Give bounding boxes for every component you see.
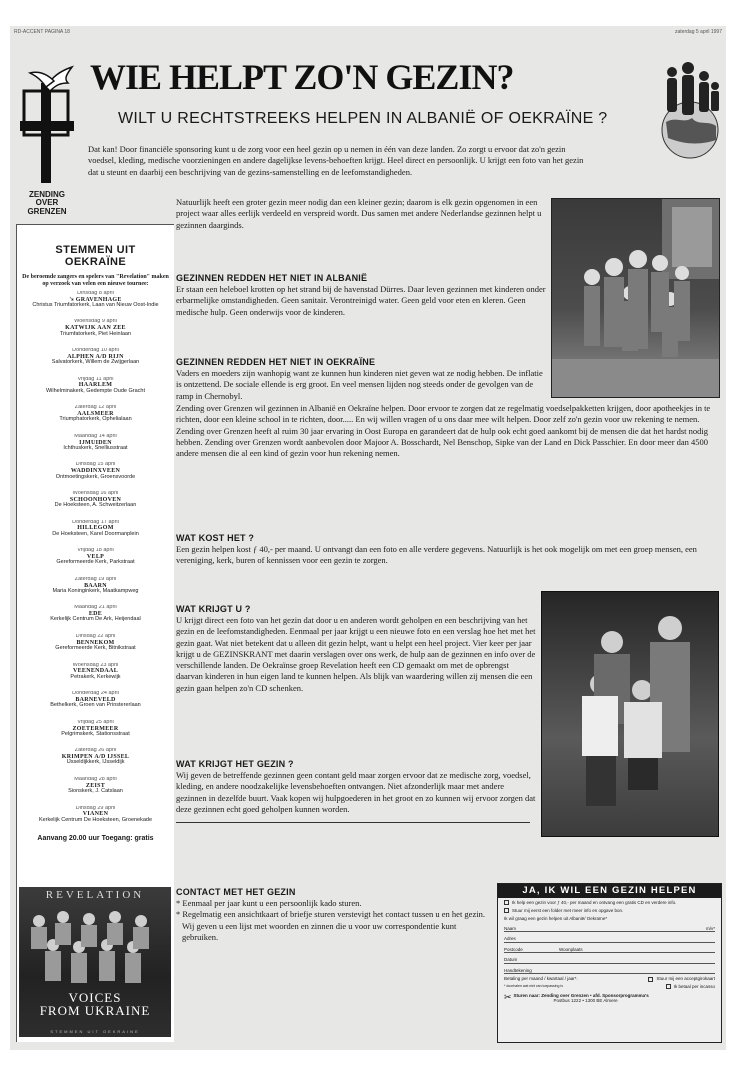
- running-head-left: RD-ACCENT PAGINA 18: [14, 29, 70, 35]
- incasso-checkbox[interactable]: [666, 984, 671, 989]
- country-question: Ik wil graag een gezin helpen uit Albanië/ Oekraïne*: [504, 916, 608, 922]
- option-folder-label: Stuur mij eerst een folder met meer info en opgave bon.: [512, 907, 624, 913]
- concert-item: [17, 434, 174, 463]
- section-help: [176, 403, 721, 459]
- section-body: Een gezin helpen kost ƒ 40,- per maand. U ontvangt dan een foto en alle verdere gegevens. Natuurlijk is het ook mogelijk om met een groep mensen, een vereniging, kerk, buren of kennissen voor een gezin te zorgen.: [176, 544, 697, 566]
- concert-item: [17, 663, 174, 692]
- concert-item: [17, 405, 174, 434]
- section-body: Zending over Grenzen wil gezinnen in Albanië en Oekraïne helpen. Door ervoor te zorgen dat ze regelmatig voedselpakketten krijgen, door apotheekjes in te richten, door een kleine school in te richten, door..... En wij willen vragen of u ons daar mee wilt helpen. Door zelf zo'n gezin voor uw rekening te nemen. Zending over Grenzen heeft al ruim 30 jaar ervaring in Oost Europa en garandeert dat de hulp ook echt goed aankomt bij de mensen die dat het hardst nodig hebben. Zending over Grenzen wordt aanbevolen door Majoor A. Bosschardt, Nel Benschop, Sipke van der Land en Dick Passchier. En door meer dan 4500 andere mensen die al een kind of gezin voor hun rekening nemen.: [176, 403, 711, 459]
- concert-venue: Kerkelijk Centrum De Hoeksteen, Groenekade: [38, 816, 153, 823]
- address-field[interactable]: Adres: [504, 932, 715, 943]
- section-heading: GEZINNEN REDDEN HET NIET IN ALBANIË: [176, 273, 368, 283]
- sponsor-checkbox[interactable]: [504, 900, 509, 905]
- payment-label: Betaling per maand / kwartaal / jaar*.: [504, 976, 578, 982]
- order-form: [497, 883, 722, 1043]
- contact-item: * Regelmatig een ansichtkaart of briefje sturen verstevigt het contact tussen u en het gezin. Wij geven u een lijst met woorden en zinnen die u voor uw correspondentie kunt gebruiken.: [176, 909, 485, 942]
- intro-paragraph-2: Natuurlijk heeft een groter gezin meer nodig dan een kleiner gezin; daarom is elk gezin opgenomen in een project waar alles eerlijk verdeeld en verspreid wordt. Dus samen met andere Nederlandse gezinnen helpt u gezinnen daarginds.: [176, 197, 542, 230]
- concert-venue: Bethelkerk, Groen van Prinstererlaan: [50, 702, 141, 709]
- concert-city: AALSMEER: [77, 411, 114, 418]
- concert-city: KRIMPEN A/D IJSSEL: [61, 754, 130, 761]
- concert-item: [17, 348, 174, 377]
- concert-city: BENNEKOM: [76, 639, 115, 646]
- concert-item: [17, 777, 174, 806]
- concert-date: Maandag 14 april: [74, 433, 117, 439]
- family-globe-icon: [658, 60, 722, 160]
- concert-date: Dinsdag 22 april: [75, 634, 116, 639]
- section-heading: WAT KRIJGT HET GEZIN ?: [176, 759, 294, 769]
- contact-item: * Eenmaal per jaar kunt u een persoonlijk kado sturen.: [176, 898, 362, 908]
- cd-band-name: REVELATION: [45, 889, 145, 901]
- concert-city: ZOETERMEER: [72, 725, 119, 732]
- concert-item: [17, 462, 174, 491]
- cd-cover: [19, 887, 171, 1037]
- concert-item: [17, 806, 174, 835]
- footnote: * doorhalen wat niet van toepassing is: [504, 984, 563, 988]
- concert-date: Zaterdag 19 april: [74, 576, 117, 582]
- concert-city: VIANEN: [82, 811, 109, 818]
- concert-item: [17, 577, 174, 606]
- section-heading: GEZINNEN REDDEN HET NIET IN OEKRAÏNE: [176, 357, 376, 367]
- concert-date: Donderdag 10 april: [72, 348, 119, 354]
- concert-date: Vrijdag 25 april: [77, 719, 114, 725]
- concert-item: [17, 605, 174, 634]
- logo-caption: ZENDING OVER GRENZEN: [27, 190, 67, 216]
- concert-venue: Petrakerk, Kerkewijk: [70, 673, 121, 680]
- acceptgiro-checkbox[interactable]: [648, 977, 653, 982]
- concert-city: EDE: [88, 611, 103, 618]
- concert-venue: IJsseldijkkerk, IJsseldijk: [66, 759, 125, 766]
- option-sponsor-label: Ik help een gezin voor ƒ 40,- per maand en ontvang een gratis CD en verdere info.: [512, 900, 677, 905]
- newspaper-page: [10, 26, 726, 1050]
- form-heading: JA, IK WIL EEN GEZIN HELPEN: [498, 884, 721, 898]
- concert-city: IJMUIDEN: [79, 439, 112, 446]
- section-contact: [176, 887, 486, 943]
- concert-venue: Kerkelijk Centrum De Ark, Heijendaal: [50, 616, 141, 623]
- concert-item: [17, 520, 174, 549]
- signature-field[interactable]: Handtekening: [504, 964, 715, 975]
- section-heading: WAT KOST HET ?: [176, 533, 255, 543]
- albania-family-photo: [551, 198, 720, 398]
- city-field-label: Woonplaats: [559, 946, 583, 952]
- cd-title: VOICES FROM UKRAINE: [39, 990, 151, 1018]
- concert-city: KATWIJK AAN ZEE: [65, 325, 126, 332]
- send-to-address: Postbus 1222 • 1300 BE Almere: [553, 998, 618, 1004]
- concert-item: [17, 691, 174, 720]
- concert-city: HAARLEM: [78, 382, 113, 389]
- concert-date: Zaterdag 26 april: [74, 748, 117, 754]
- acceptgiro-option[interactable]: Stuur mij een acceptgirokaart: [648, 976, 715, 982]
- concert-city: VELP: [86, 553, 105, 560]
- section-what-family-gets: [176, 759, 536, 815]
- name-field[interactable]: Naam m/v*: [504, 922, 715, 933]
- concert-item: [17, 748, 174, 777]
- concert-date: Donderdag 17 april: [72, 519, 119, 525]
- concert-city: HILLEGOM: [77, 525, 114, 532]
- concert-date: Woensdag 23 april: [72, 662, 119, 668]
- section-body: U krijgt direct een foto van het gezin dat door u en anderen wordt geholpen en een beschrijving van het gezin en de leefomstandigheden. Eenmaal per jaar krijgt u een nieuwe foto en een verslag hoe het met het gezin gaat. Wat niet betekent dat u alleen dit gezin helpt, want u helpt een heel project. Vier keer per jaar krijgt u de GEZINSKRANT met daarin verslagen over ons werk, de hulp aan de gezinnen en info over de verschillende landen. De Oekraïnse groep Revelation heeft een CD gemaakt om met de opbrengst daarvan kinderen in hun eigen land te kunnen helpen. Als blijk van waardering willen zij mensen die een gezin gaan helpen zo'n CD schenken.: [176, 615, 536, 693]
- send-to: [504, 993, 715, 1004]
- sidebar-intro: De beroemde zangers en spelers van "Revelation" maken op verzoek van velen een nieuwe tournee:: [22, 274, 169, 287]
- concert-city: WADDINXVEEN: [70, 468, 121, 475]
- concert-item: [17, 319, 174, 348]
- section-heading: WAT KRIJGT U ?: [176, 604, 251, 614]
- incasso-option[interactable]: Ik betaal per incasso: [666, 984, 715, 990]
- concert-city: ZEIST: [85, 782, 106, 789]
- admission-note: Aanvang 20.00 uur Toegang: gratis: [37, 835, 154, 843]
- concert-date: Dinsdag 29 april: [75, 805, 116, 811]
- concert-city: ALPHEN A/D RIJN: [67, 353, 124, 360]
- concert-city: BARNEVELD: [75, 696, 116, 703]
- concert-item: [17, 720, 174, 749]
- concert-venue: Maria Koninginkerk, Maatkampweg: [52, 587, 139, 594]
- concert-list: [17, 291, 174, 834]
- concert-city: SCHOONHOVEN: [69, 496, 122, 503]
- concert-city: VEENENDAAL: [72, 668, 118, 675]
- concert-sidebar: [16, 224, 174, 1042]
- concert-city: 's GRAVENHAGE: [69, 296, 122, 303]
- cross-dove-icon: [16, 63, 78, 191]
- option-folder: [504, 908, 715, 914]
- concert-venue: Salvatorkerk, Willem de Zwijgerlaan: [51, 359, 140, 366]
- headline: WIE HELPT ZO'N GEZIN?: [90, 57, 514, 97]
- concert-item: [17, 291, 174, 320]
- concert-venue: Gereformeerde Kerk, Parkstraat: [56, 559, 135, 566]
- concert-date: Maandag 28 april: [74, 776, 117, 782]
- concert-city: BAARN: [84, 582, 107, 589]
- section-body: Er staan een heleboel krotten op het strand bij de havenstad Dürres. Daar leven gezinnen met kinderen onder erbarmelijke omstandigheden. Geen sanitair. Verontreinigd water. Geen geld voor eten en kleren. Geen medische hulp. Geen onderwijs voor de kinderen.: [176, 284, 546, 317]
- concert-item: [17, 377, 174, 406]
- section-body: Vaders en moeders zijn wanhopig want ze kunnen hun kinderen niet geven wat ze nodig hebben. De inflatie is ontzettend. De sociale ellende is erg groot. En veel mensen lijden nog steeds onder de gevolgen van de ramp in Chernobyl.: [176, 368, 543, 401]
- concert-date: Dinsdag 8 april: [77, 290, 114, 296]
- concert-date: Donderdag 24 april: [72, 691, 119, 697]
- section-heading: CONTACT MET HET GEZIN: [176, 887, 296, 897]
- date-field[interactable]: Datum: [504, 953, 715, 964]
- concert-date: Dinsdag 15 april: [75, 462, 116, 468]
- section-cost: [176, 533, 721, 567]
- folder-checkbox[interactable]: [504, 908, 509, 913]
- sidebar-title: STEMMEN UIT OEKRAÏNE: [55, 244, 136, 268]
- concert-date: Vrijdag 18 april: [77, 548, 114, 554]
- concert-date: Maandag 21 april: [74, 605, 117, 611]
- concert-venue: De Hoeksteen, A. Schweitzerlaan: [54, 502, 137, 509]
- section-body: Wij geven de betreffende gezinnen geen contant geld maar zorgen ervoor dat ze medische zorg, voedsel, kleding, en andere noodzakelijke levensbehoeften ontvangen. Niet afzonderlijk maar met andere gezinnen in dezelfde buurt. Vaak kopen wij hulpgoederen in het groot en zo kunnen wij ervoor zorgen dat deze gezinnen echt goed geholpen kunnen worden.: [176, 770, 536, 814]
- option-sponsor: [504, 900, 715, 906]
- concert-item: [17, 491, 174, 520]
- payment-row-2: [504, 984, 715, 990]
- section-albania: [176, 273, 546, 318]
- ukraine-family-photo: [541, 591, 719, 837]
- concert-venue: Pelgrimskerk, Stationsstraat: [61, 730, 130, 737]
- concert-item: [17, 548, 174, 577]
- concert-item: [17, 634, 174, 663]
- intro-paragraph: Dat kan! Door financiële sponsoring kunt u de zorg voor een heel gezin op u nemen in één van deze landen. Zo zorgt u ervoor dat zo'n gezin voedsel, kleding, medische voorzieningen en andere dagelijkse levens-behoeften krijgt. Heel direct en persoonlijk. U krijgt een foto van het gezin dat u steunt en daarbij een beschrijving van de gezins-samenstelling en de leefomstandigheden.: [88, 144, 584, 177]
- section-what-you-get: [176, 604, 536, 694]
- zending-over-grenzen-logo: [16, 63, 78, 223]
- concert-venue: Christus Triumfatorkerk, Laan van Nieuw Oost-Indie: [32, 301, 159, 308]
- section-oekraine: [176, 357, 546, 402]
- concert-venue: Triumphatorkerk, Ophelialaan: [59, 416, 132, 423]
- concert-date: Woensdag 16 april: [72, 491, 119, 497]
- divider: [176, 822, 530, 823]
- postcode-field[interactable]: Postcode Woonplaats: [504, 943, 715, 954]
- concert-date: Vrijdag 11 april: [77, 376, 114, 382]
- concert-date: Woensdag 9 april: [74, 319, 117, 325]
- concert-date: Zaterdag 12 april: [74, 405, 117, 411]
- concert-venue: Sionskerk, J. Catslaan: [68, 788, 123, 795]
- concert-venue: Ontmoetingskerk, Groensvoorde: [55, 473, 136, 480]
- scissors-icon: ✂: [504, 991, 512, 1002]
- subheadline: WILT U RECHTSTREEKS HELPEN IN ALBANIË OF OEKRAÏNE ?: [118, 110, 608, 127]
- payment-row: [504, 976, 715, 982]
- running-head-date: zaterdag 5 april 1997: [675, 29, 722, 35]
- concert-venue: Gereformeerde Kerk, Bitnikstraat: [55, 645, 136, 652]
- concert-venue: Triumfatorkerk, Piet Heinlaan: [59, 330, 132, 337]
- concert-venue: De Hoeksteen, Karel Doormanplein: [52, 530, 139, 537]
- concert-venue: Ichthuskerk, Snelliusstraat: [63, 444, 128, 451]
- concert-venue: Wilhelminakerk, Gedempte Oude Gracht: [45, 387, 146, 394]
- cd-subtitle: STEMMEN UIT OEKRAINE: [50, 1029, 140, 1034]
- send-to-line: Sturen naar: Zending over Grenzen • afd. Sponsorprogramma's: [513, 992, 649, 998]
